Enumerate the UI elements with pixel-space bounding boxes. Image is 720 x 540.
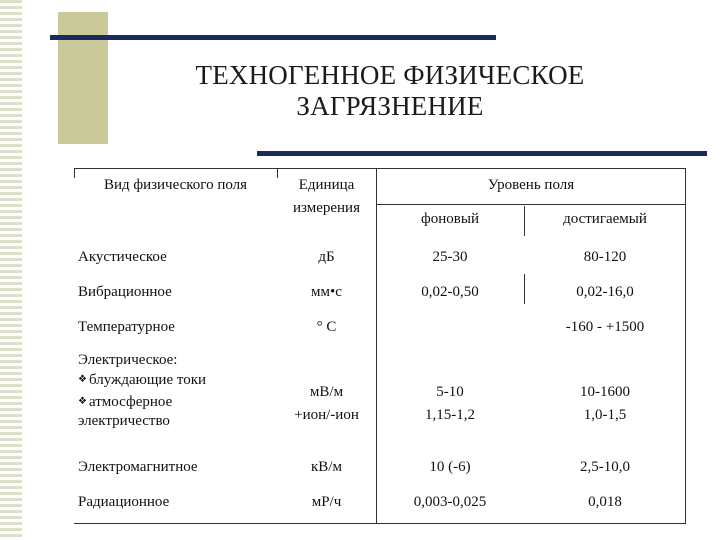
row4-field [78,350,278,431]
row3-reached: -160 - +1500 [565,319,645,335]
row4-field-bullet2: ❖ атмосферное [78,392,278,414]
decorative-stripe [0,0,22,540]
row5-background: 10 (-6) [429,459,471,475]
row4-reached-line1: 10-1600 [580,384,630,400]
row6-background: 0,003-0,025 [413,494,487,510]
pollution-table [74,168,686,524]
row4-background-line1: 5-10 [436,384,464,400]
row4-field-line1: Электрическое: [78,352,178,368]
row6-reached: 0,018 [588,494,622,510]
slide-title-line1: ТЕХНОГЕННОЕ ФИЗИЧЕСКОЕ [195,60,585,90]
row5-unit: кВ/м [311,459,342,475]
slide-title-line2: ЗАГРЯЗНЕНИЕ [296,91,484,121]
row6-field: Радиационное [78,494,170,510]
table-border-bottom [74,523,686,524]
row4-background-line2: 1,15-1,2 [425,407,475,423]
header-reached: достигаемый [563,211,647,227]
row1-field: Акустическое [78,249,167,265]
row1-reached: 80-120 [583,249,627,265]
row5-reached: 2,5-10,0 [580,459,630,475]
header-level: Уровень поля [487,177,575,193]
decorative-top-bar [50,35,496,40]
row5-field: Электромагнитное [78,459,198,475]
row2-field: Вибрационное [78,284,172,300]
row2-reached: 0,02-16,0 [576,284,634,300]
row2-unit: мм•с [311,284,342,300]
row4-field-line4: электричество [78,413,170,429]
row3-unit: ° С [316,319,337,335]
header-unit [277,176,376,218]
header-unit-line2: измерения [292,200,360,216]
table-border-top [74,168,686,169]
header-unit-line1: Единица [298,177,355,193]
header-field-type: Вид физического поля [103,177,248,193]
row1-background: 25-30 [432,249,468,265]
decorative-olive-block [58,12,108,144]
row4-unit [277,381,376,427]
row6-unit: мР/ч [311,494,342,510]
row1-unit: дБ [318,249,335,265]
decorative-bottom-bar [257,151,707,156]
header-sub-divider [376,204,686,205]
row2-background: 0,02-0,50 [421,284,479,300]
slide-title [130,60,650,122]
row4-unit-line2: +ион/-ион [294,407,359,423]
row4-field-bullet1: ❖ блуждающие токи [78,370,278,392]
row3-field: Температурное [78,319,175,335]
row4-background [376,381,524,427]
row4-reached-line2: 1,0-1,5 [583,407,627,423]
row4-reached [524,381,686,427]
row4-unit-line1: мВ/м [309,384,344,400]
header-background: фоновый [421,211,479,227]
